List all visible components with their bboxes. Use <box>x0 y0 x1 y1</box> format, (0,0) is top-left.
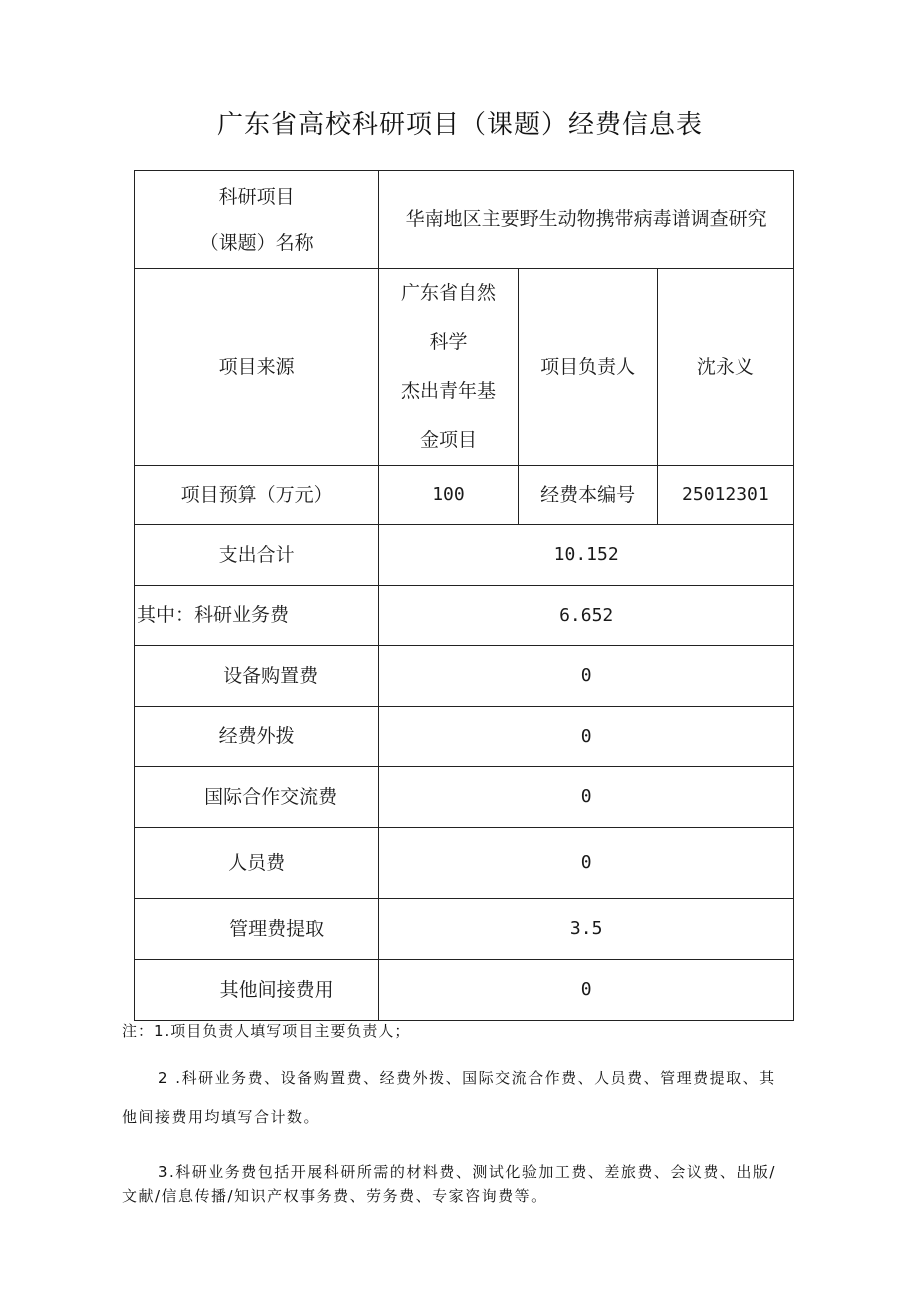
table-row-transfer <box>135 707 794 767</box>
project-name-label-line2: （课题）名称 <box>199 231 314 254</box>
source-value-line1: 广东省自然 <box>400 282 496 304</box>
leader-label: 项目负责人 <box>518 269 657 466</box>
table-row-source <box>135 269 794 466</box>
note-2-line2: 他间接费用均填写合计数。 <box>122 1108 321 1126</box>
indirect-value: 0 <box>379 960 794 1021</box>
total-value: 10.152 <box>379 525 794 586</box>
equipment-label-cell <box>135 646 379 707</box>
source-value-line3: 杰出青年基 <box>400 380 496 402</box>
personnel-value: 0 <box>379 828 794 899</box>
transfer-value: 0 <box>379 707 794 767</box>
intl-label: 国际合作交流费 <box>204 785 338 808</box>
table-row-indirect <box>135 960 794 1021</box>
table-row-research <box>135 586 794 646</box>
funding-info-table <box>134 170 794 1021</box>
fund-no-label: 经费本编号 <box>518 466 657 525</box>
intl-value: 0 <box>379 767 794 828</box>
research-value: 6.652 <box>379 586 794 646</box>
source-value-cell <box>379 269 518 466</box>
project-name-value-cell <box>379 171 794 269</box>
leader-value: 沈永义 <box>657 269 793 466</box>
personnel-label: 人员费 <box>135 828 379 899</box>
project-name-value: 华南地区主要野生动物携带病毒谱调查研究 <box>405 208 767 231</box>
project-name-label-cell <box>135 171 379 269</box>
note-3-line2: 文献/信息传播/知识产权事务费、劳务费、专家咨询费等。 <box>122 1187 548 1205</box>
note-1: 注：1.项目负责人填写项目主要负责人； <box>122 1022 411 1040</box>
mgmt-label: 管理费提取 <box>229 917 325 940</box>
mgmt-value: 3.5 <box>379 899 794 960</box>
indirect-label: 其他间接费用 <box>219 978 334 1001</box>
table-row-total <box>135 525 794 586</box>
total-label: 支出合计 <box>135 525 379 586</box>
source-value-line4: 金项目 <box>419 429 477 451</box>
mgmt-label-cell <box>135 899 379 960</box>
page-title: 广东省高校科研项目（课题）经费信息表 <box>216 110 703 140</box>
table-row-project-name <box>135 171 794 269</box>
fund-no-value: 25012301 <box>657 466 793 525</box>
budget-label: 项目预算（万元） <box>135 466 379 525</box>
table-row-equipment <box>135 646 794 707</box>
transfer-label: 经费外拨 <box>135 707 379 767</box>
table-row-budget <box>135 466 794 525</box>
source-label: 项目来源 <box>135 269 379 466</box>
indirect-label-cell <box>135 960 379 1021</box>
budget-value: 100 <box>379 466 518 525</box>
equipment-label: 设备购置费 <box>223 664 319 687</box>
source-value-line2: 科学 <box>429 331 468 353</box>
equipment-value: 0 <box>379 646 794 707</box>
note-2-line1: 2 .科研业务费、设备购置费、经费外拨、国际交流合作费、人员费、管理费提取、其 <box>158 1069 776 1087</box>
project-name-label-line1: 科研项目 <box>218 185 295 208</box>
note-3-line1: 3.科研业务费包括开展科研所需的材料费、测试化验加工费、差旅费、会议费、出版/ <box>158 1163 776 1181</box>
table-row-mgmt <box>135 899 794 960</box>
intl-label-cell <box>135 767 379 828</box>
table-row-personnel <box>135 828 794 899</box>
research-label: 其中：科研业务费 <box>135 586 379 646</box>
table-row-intl <box>135 767 794 828</box>
